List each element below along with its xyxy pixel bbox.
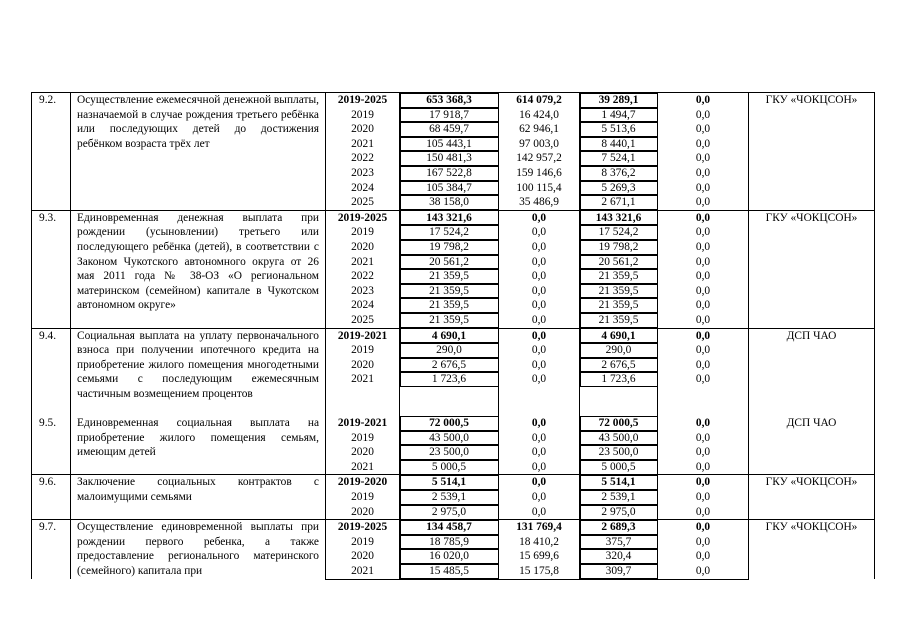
federal-amount-cell: 0,0 <box>499 255 580 270</box>
other-amount-cell: 0,0 <box>658 93 749 108</box>
other-amount-cell: 0,0 <box>658 431 749 446</box>
item-description: Единовременная денежная выплата при рождении (усыновлении) третьего или последующего ребёнка (детей), в соответствии с Законом Чукотского автономного округа от 26 мая 2011 года № 38-ОЗ «О региональном материнском (семейном) капитале в Чукотском автономном округе» <box>71 210 326 328</box>
section-row-96 <box>32 475 875 490</box>
federal-amount-cell: 0,0 <box>499 431 580 446</box>
federal-amount-cell: 131 769,4 <box>499 520 580 535</box>
federal-amount-cell: 18 410,2 <box>499 535 580 550</box>
other-amount-cell: 0,0 <box>658 490 749 505</box>
federal-amount-cell: 0,0 <box>499 313 580 328</box>
item-description: Осуществление единовременной выплаты при рождении первого ребенка, а также предоставление регионального материнского (семейного) капитала при <box>71 520 326 579</box>
other-amount-cell: 0,0 <box>658 535 749 550</box>
regional-amount-cell: 2 676,5 <box>580 358 658 373</box>
section-row-94 <box>32 328 875 343</box>
regional-amount-cell: 21 359,5 <box>580 269 658 284</box>
other-amount-cell: 0,0 <box>658 475 749 490</box>
total-amount-cell: 38 158,0 <box>400 195 499 210</box>
federal-amount-cell <box>499 401 580 416</box>
federal-amount-cell: 16 424,0 <box>499 108 580 123</box>
period-cell: 2024 <box>326 181 400 196</box>
period-cell: 2020 <box>326 358 400 373</box>
period-cell <box>326 401 400 416</box>
total-amount-cell: 23 500,0 <box>400 445 499 460</box>
other-amount-cell: 0,0 <box>658 122 749 137</box>
period-cell: 2021 <box>326 255 400 270</box>
item-number: 9.5. <box>32 416 71 475</box>
federal-amount-cell: 0,0 <box>499 210 580 225</box>
total-amount-cell: 167 522,8 <box>400 166 499 181</box>
federal-amount-cell: 142 957,2 <box>499 151 580 166</box>
other-amount-cell <box>658 401 749 416</box>
period-cell: 2022 <box>326 151 400 166</box>
total-amount-cell: 19 798,2 <box>400 240 499 255</box>
other-amount-cell: 0,0 <box>658 445 749 460</box>
total-amount-cell: 105 443,1 <box>400 137 499 152</box>
regional-amount-cell: 5 514,1 <box>580 475 658 490</box>
other-amount-cell: 0,0 <box>658 255 749 270</box>
other-amount-cell: 0,0 <box>658 564 749 579</box>
total-amount-cell: 17 524,2 <box>400 225 499 240</box>
period-cell: 2019-2020 <box>326 475 400 490</box>
other-amount-cell: 0,0 <box>658 195 749 210</box>
regional-amount-cell: 2 539,1 <box>580 490 658 505</box>
total-amount-cell: 290,0 <box>400 343 499 358</box>
federal-amount-cell: 15 699,6 <box>499 549 580 564</box>
federal-amount-cell: 62 946,1 <box>499 122 580 137</box>
period-cell: 2019 <box>326 535 400 550</box>
regional-amount-cell: 19 798,2 <box>580 240 658 255</box>
regional-amount-cell: 21 359,5 <box>580 298 658 313</box>
total-amount-cell: 150 481,3 <box>400 151 499 166</box>
period-cell: 2023 <box>326 284 400 299</box>
total-amount-cell: 72 000,5 <box>400 416 499 431</box>
period-cell: 2020 <box>326 549 400 564</box>
period-cell: 2021 <box>326 564 400 579</box>
total-amount-cell: 20 561,2 <box>400 255 499 270</box>
other-amount-cell: 0,0 <box>658 225 749 240</box>
other-amount-cell: 0,0 <box>658 240 749 255</box>
regional-amount-cell <box>580 401 658 416</box>
regional-amount-cell: 8 376,2 <box>580 166 658 181</box>
period-cell: 2019-2025 <box>326 520 400 535</box>
federal-amount-cell: 159 146,6 <box>499 166 580 181</box>
total-amount-cell: 21 359,5 <box>400 313 499 328</box>
regional-amount-cell: 143 321,6 <box>580 210 658 225</box>
federal-amount-cell: 0,0 <box>499 475 580 490</box>
period-cell: 2019-2025 <box>326 93 400 108</box>
responsible-agency: ДСП ЧАО <box>749 328 875 416</box>
total-amount-cell <box>400 387 499 402</box>
period-cell: 2019 <box>326 225 400 240</box>
total-amount-cell: 4 690,1 <box>400 328 499 343</box>
period-cell: 2019-2025 <box>326 210 400 225</box>
federal-amount-cell: 0,0 <box>499 298 580 313</box>
regional-amount-cell: 21 359,5 <box>580 313 658 328</box>
other-amount-cell: 0,0 <box>658 269 749 284</box>
period-cell: 2020 <box>326 505 400 520</box>
regional-amount-cell: 23 500,0 <box>580 445 658 460</box>
other-amount-cell: 0,0 <box>658 505 749 520</box>
period-cell: 2021 <box>326 137 400 152</box>
federal-amount-cell: 0,0 <box>499 269 580 284</box>
other-amount-cell: 0,0 <box>658 460 749 475</box>
regional-amount-cell: 290,0 <box>580 343 658 358</box>
period-cell <box>326 387 400 402</box>
item-description: Единовременная социальная выплата на приобретение жилого помещения семьям, имеющим детей <box>71 416 326 475</box>
period-cell: 2019 <box>326 343 400 358</box>
total-amount-cell: 16 020,0 <box>400 549 499 564</box>
responsible-agency: ГКУ «ЧОКЦСОН» <box>749 210 875 328</box>
federal-amount-cell: 0,0 <box>499 328 580 343</box>
other-amount-cell: 0,0 <box>658 358 749 373</box>
item-number: 9.6. <box>32 475 71 520</box>
item-description: Социальная выплата на уплату первоначального взноса при получении ипотечного кредита на приобретение жилого помещения многодетными семьями с последующим ежемесячным частичным возмещением процентов <box>71 328 326 416</box>
regional-amount-cell: 5 513,6 <box>580 122 658 137</box>
federal-amount-cell: 0,0 <box>499 284 580 299</box>
other-amount-cell: 0,0 <box>658 284 749 299</box>
other-amount-cell: 0,0 <box>658 151 749 166</box>
federal-amount-cell: 0,0 <box>499 505 580 520</box>
total-amount-cell <box>400 401 499 416</box>
regional-amount-cell: 375,7 <box>580 535 658 550</box>
federal-amount-cell: 97 003,0 <box>499 137 580 152</box>
total-amount-cell: 5 514,1 <box>400 475 499 490</box>
other-amount-cell <box>658 387 749 402</box>
responsible-agency: ГКУ «ЧОКЦСОН» <box>749 520 875 579</box>
regional-amount-cell: 4 690,1 <box>580 328 658 343</box>
period-cell: 2025 <box>326 313 400 328</box>
regional-amount-cell: 2 975,0 <box>580 505 658 520</box>
total-amount-cell: 15 485,5 <box>400 564 499 579</box>
regional-amount-cell: 2 689,3 <box>580 520 658 535</box>
total-amount-cell: 21 359,5 <box>400 269 499 284</box>
responsible-agency: ГКУ «ЧОКЦСОН» <box>749 475 875 520</box>
other-amount-cell: 0,0 <box>658 372 749 387</box>
regional-amount-cell: 21 359,5 <box>580 284 658 299</box>
period-cell: 2020 <box>326 240 400 255</box>
period-cell: 2025 <box>326 195 400 210</box>
total-amount-cell: 43 500,0 <box>400 431 499 446</box>
other-amount-cell: 0,0 <box>658 210 749 225</box>
item-description: Осуществление ежемесячной денежной выплаты, назначаемой в случае рождения третьего ребёнка или последующих детей до достижения ребёнком возраста трёх лет <box>71 93 326 211</box>
period-cell: 2022 <box>326 269 400 284</box>
other-amount-cell: 0,0 <box>658 520 749 535</box>
budget-table <box>31 92 875 580</box>
regional-amount-cell: 320,4 <box>580 549 658 564</box>
total-amount-cell: 143 321,6 <box>400 210 499 225</box>
other-amount-cell: 0,0 <box>658 416 749 431</box>
regional-amount-cell: 5 000,5 <box>580 460 658 475</box>
federal-amount-cell: 0,0 <box>499 358 580 373</box>
regional-amount-cell: 2 671,1 <box>580 195 658 210</box>
federal-amount-cell: 0,0 <box>499 445 580 460</box>
federal-amount-cell: 0,0 <box>499 416 580 431</box>
period-cell: 2019 <box>326 108 400 123</box>
responsible-agency: ДСП ЧАО <box>749 416 875 475</box>
regional-amount-cell: 8 440,1 <box>580 137 658 152</box>
period-cell: 2020 <box>326 122 400 137</box>
regional-amount-cell: 20 561,2 <box>580 255 658 270</box>
federal-amount-cell: 100 115,4 <box>499 181 580 196</box>
other-amount-cell: 0,0 <box>658 137 749 152</box>
federal-amount-cell: 614 079,2 <box>499 93 580 108</box>
total-amount-cell: 653 368,3 <box>400 93 499 108</box>
regional-amount-cell: 1 723,6 <box>580 372 658 387</box>
other-amount-cell: 0,0 <box>658 549 749 564</box>
section-row-95 <box>32 416 875 431</box>
federal-amount-cell: 0,0 <box>499 225 580 240</box>
total-amount-cell: 5 000,5 <box>400 460 499 475</box>
period-cell: 2019-2021 <box>326 328 400 343</box>
other-amount-cell: 0,0 <box>658 343 749 358</box>
regional-amount-cell: 17 524,2 <box>580 225 658 240</box>
other-amount-cell: 0,0 <box>658 166 749 181</box>
regional-amount-cell: 43 500,0 <box>580 431 658 446</box>
total-amount-cell: 1 723,6 <box>400 372 499 387</box>
federal-amount-cell <box>499 387 580 402</box>
period-cell: 2024 <box>326 298 400 313</box>
regional-amount-cell: 309,7 <box>580 564 658 579</box>
total-amount-cell: 68 459,7 <box>400 122 499 137</box>
other-amount-cell: 0,0 <box>658 181 749 196</box>
period-cell: 2021 <box>326 460 400 475</box>
regional-amount-cell: 5 269,3 <box>580 181 658 196</box>
period-cell: 2019 <box>326 431 400 446</box>
total-amount-cell: 18 785,9 <box>400 535 499 550</box>
section-row-93 <box>32 210 875 225</box>
total-amount-cell: 134 458,7 <box>400 520 499 535</box>
other-amount-cell: 0,0 <box>658 298 749 313</box>
regional-amount-cell <box>580 387 658 402</box>
item-description: Заключение социальных контрактов с малоимущими семьями <box>71 475 326 520</box>
total-amount-cell: 2 539,1 <box>400 490 499 505</box>
item-number: 9.7. <box>32 520 71 579</box>
total-amount-cell: 21 359,5 <box>400 284 499 299</box>
total-amount-cell: 105 384,7 <box>400 181 499 196</box>
period-cell: 2019-2021 <box>326 416 400 431</box>
period-cell: 2023 <box>326 166 400 181</box>
total-amount-cell: 21 359,5 <box>400 298 499 313</box>
regional-amount-cell: 1 494,7 <box>580 108 658 123</box>
federal-amount-cell: 0,0 <box>499 490 580 505</box>
item-number: 9.3. <box>32 210 71 328</box>
total-amount-cell: 2 975,0 <box>400 505 499 520</box>
period-cell: 2020 <box>326 445 400 460</box>
federal-amount-cell: 35 486,9 <box>499 195 580 210</box>
regional-amount-cell: 72 000,5 <box>580 416 658 431</box>
period-cell: 2019 <box>326 490 400 505</box>
section-row-97 <box>32 520 875 535</box>
regional-amount-cell: 39 289,1 <box>580 93 658 108</box>
federal-amount-cell: 0,0 <box>499 460 580 475</box>
other-amount-cell: 0,0 <box>658 108 749 123</box>
federal-amount-cell: 0,0 <box>499 372 580 387</box>
section-row-92 <box>32 93 875 108</box>
total-amount-cell: 17 918,7 <box>400 108 499 123</box>
federal-amount-cell: 0,0 <box>499 240 580 255</box>
other-amount-cell: 0,0 <box>658 328 749 343</box>
federal-amount-cell: 15 175,8 <box>499 564 580 579</box>
period-cell: 2021 <box>326 372 400 387</box>
total-amount-cell: 2 676,5 <box>400 358 499 373</box>
item-number: 9.4. <box>32 328 71 416</box>
item-number: 9.2. <box>32 93 71 211</box>
responsible-agency: ГКУ «ЧОКЦСОН» <box>749 93 875 211</box>
federal-amount-cell: 0,0 <box>499 343 580 358</box>
regional-amount-cell: 7 524,1 <box>580 151 658 166</box>
other-amount-cell: 0,0 <box>658 313 749 328</box>
